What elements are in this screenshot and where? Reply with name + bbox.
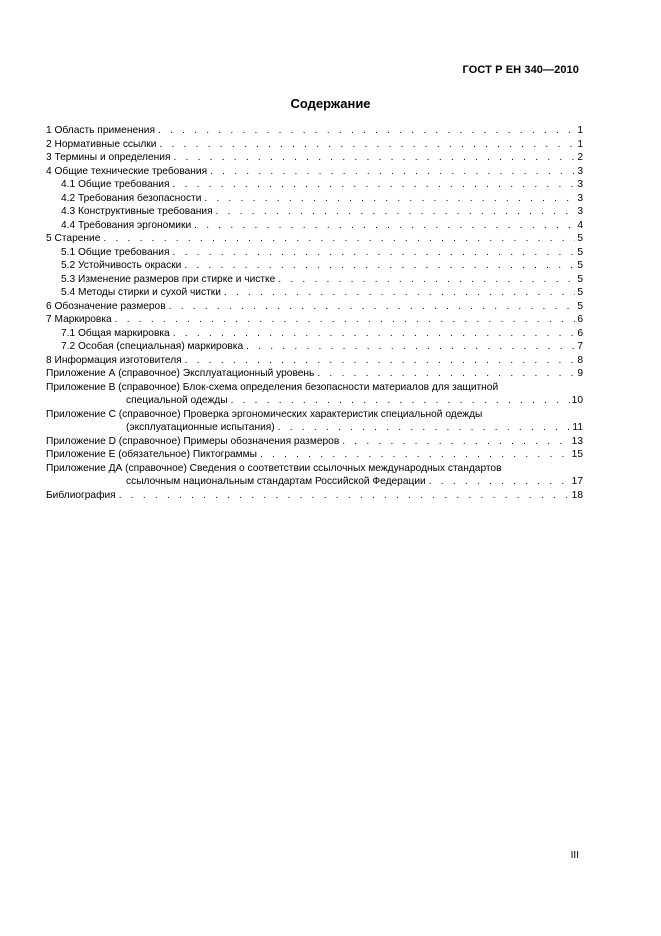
toc-entry-page: 15 [571, 449, 583, 460]
toc-entry-page: 3 [577, 206, 583, 217]
leader-dots [278, 421, 571, 435]
toc-entry[interactable] [46, 246, 583, 260]
toc-entry-page: 10 [571, 395, 583, 406]
toc-entry[interactable] [46, 435, 583, 449]
toc-entry-label: 4 Общие технические требования [46, 165, 208, 177]
toc-entry-page: 6 [577, 314, 583, 325]
toc-entry-label: 5 Старение [46, 233, 101, 244]
toc-entry-page: 18 [571, 489, 583, 501]
toc-entry-label: Библиография [46, 489, 116, 501]
toc-entry-label: 4.4 Требования эргономики [61, 219, 192, 231]
toc-entry-label: 5.4 Методы стирки и сухой чистки [61, 287, 221, 298]
toc-entry-page: 1 [577, 125, 583, 136]
toc-entry-page: 6 [577, 327, 583, 339]
toc-entry-label: 5.3 Изменение размеров при стирке и чистке [61, 273, 276, 285]
toc-entry-page: 9 [577, 368, 583, 379]
toc-entry-label: 1 Область применения [46, 125, 155, 136]
toc-entry-label: 8 Информация изготовителя [46, 354, 182, 366]
leader-dots [169, 300, 576, 314]
leader-dots [210, 165, 575, 179]
toc-entry-page: 2 [577, 152, 583, 163]
toc-entry[interactable] [46, 354, 583, 368]
leader-dots [231, 394, 570, 408]
leader-dots [173, 327, 576, 341]
toc-entry-page: 5 [577, 260, 583, 271]
leader-dots [224, 286, 575, 300]
table-of-contents [46, 124, 583, 502]
toc-entry-page: 13 [571, 435, 583, 447]
leader-dots [246, 340, 575, 354]
toc-entry[interactable] [46, 327, 583, 341]
toc-entry-label: 6 Обозначение размеров [46, 300, 166, 312]
leader-dots [119, 489, 570, 503]
toc-entry-label: 7.2 Особая (специальная) маркировка [61, 341, 244, 352]
leader-dots [103, 232, 575, 246]
toc-entry-label: специальной одежды [126, 395, 228, 406]
toc-entry[interactable] [46, 489, 583, 503]
toc-entry[interactable] [46, 151, 583, 165]
toc-entry-page: 11 [572, 422, 583, 433]
toc-entry-label: Приложение А (справочное) Эксплуатационный уровень [46, 368, 315, 379]
toc-entry-label: 4.1 Общие требования [61, 179, 170, 190]
toc-entry[interactable] [46, 124, 583, 138]
toc-entry-page: 5 [577, 273, 583, 285]
toc-entry-label: 5.1 Общие требования [61, 246, 170, 258]
leader-dots [115, 313, 576, 327]
toc-entry[interactable] [46, 219, 583, 233]
toc-entry-label: 5.2 Устойчивость окраски [61, 260, 182, 271]
page-number: III [570, 850, 579, 861]
toc-entry-page: 5 [577, 300, 583, 312]
toc-entry-label: Приложение Е (обязательное) Пиктограммы [46, 449, 257, 460]
toc-entry-label: ссылочным национальным стандартам Российской Федерации [126, 476, 426, 487]
toc-entry[interactable] [46, 408, 583, 435]
leader-dots [317, 367, 575, 381]
leader-dots [278, 273, 575, 287]
toc-entry-label: (эксплуатационные испытания) [126, 422, 275, 433]
toc-entry-page: 5 [577, 246, 583, 258]
leader-dots [342, 435, 569, 449]
leader-dots [158, 124, 575, 138]
toc-entry[interactable] [46, 340, 583, 354]
leader-dots [429, 475, 570, 489]
leader-dots [194, 219, 575, 233]
toc-entry-title: Приложение В (справочное) Блок-схема определения безопасности материалов для защитной [46, 381, 499, 393]
toc-entry-page: 4 [577, 219, 583, 231]
toc-entry[interactable] [46, 192, 583, 206]
toc-entry[interactable] [46, 462, 583, 489]
document-code: ГОСТ Р ЕН 340—2010 [462, 64, 579, 76]
toc-entry-page: 8 [577, 354, 583, 366]
leader-dots [173, 246, 576, 260]
toc-entry-page: 1 [577, 138, 583, 150]
toc-entry-label: 4.2 Требования безопасности [61, 192, 202, 204]
toc-entry[interactable] [46, 138, 583, 152]
leader-dots [184, 259, 575, 273]
leader-dots [260, 448, 570, 462]
toc-entry[interactable] [46, 232, 583, 246]
toc-entry[interactable] [46, 313, 583, 327]
toc-entry[interactable] [46, 300, 583, 314]
toc-entry-label: 4.3 Конструктивные требования [61, 206, 213, 217]
toc-entry[interactable] [46, 165, 583, 179]
toc-entry-title: Приложение ДА (справочное) Сведения о соответствии ссылочных международных стандартов [46, 462, 502, 474]
toc-entry[interactable] [46, 367, 583, 381]
toc-entry-label: 2 Нормативные ссылки [46, 138, 157, 150]
leader-dots [173, 178, 576, 192]
toc-entry-label: 3 Термины и определения [46, 152, 171, 163]
leader-dots [204, 192, 575, 206]
toc-entry[interactable] [46, 273, 583, 287]
toc-entry-label: 7 Маркировка [46, 314, 112, 325]
toc-entry[interactable] [46, 448, 583, 462]
toc-entry[interactable] [46, 286, 583, 300]
toc-entry[interactable] [46, 205, 583, 219]
toc-entry-title: Приложение С (справочное) Проверка эргономических характеристик специальной одежды [46, 408, 483, 420]
toc-entry-page: 7 [577, 341, 583, 352]
toc-entry-label: 7.1 Общая маркировка [61, 327, 170, 339]
toc-entry[interactable] [46, 259, 583, 273]
toc-entry-page: 5 [577, 287, 583, 298]
leader-dots [159, 138, 575, 152]
leader-dots [185, 354, 576, 368]
leader-dots [216, 205, 576, 219]
toc-entry-label: Приложение D (справочное) Примеры обозначения размеров [46, 435, 340, 447]
leader-dots [173, 151, 575, 165]
toc-title: Содержание [290, 96, 371, 111]
toc-entry-page: 3 [577, 179, 583, 190]
toc-entry-page: 3 [577, 192, 583, 204]
toc-entry-page: 3 [577, 165, 583, 177]
toc-entry-page: 17 [571, 476, 583, 487]
toc-entry-page: 5 [577, 233, 583, 244]
toc-entry[interactable] [46, 178, 583, 192]
toc-entry[interactable] [46, 381, 583, 408]
